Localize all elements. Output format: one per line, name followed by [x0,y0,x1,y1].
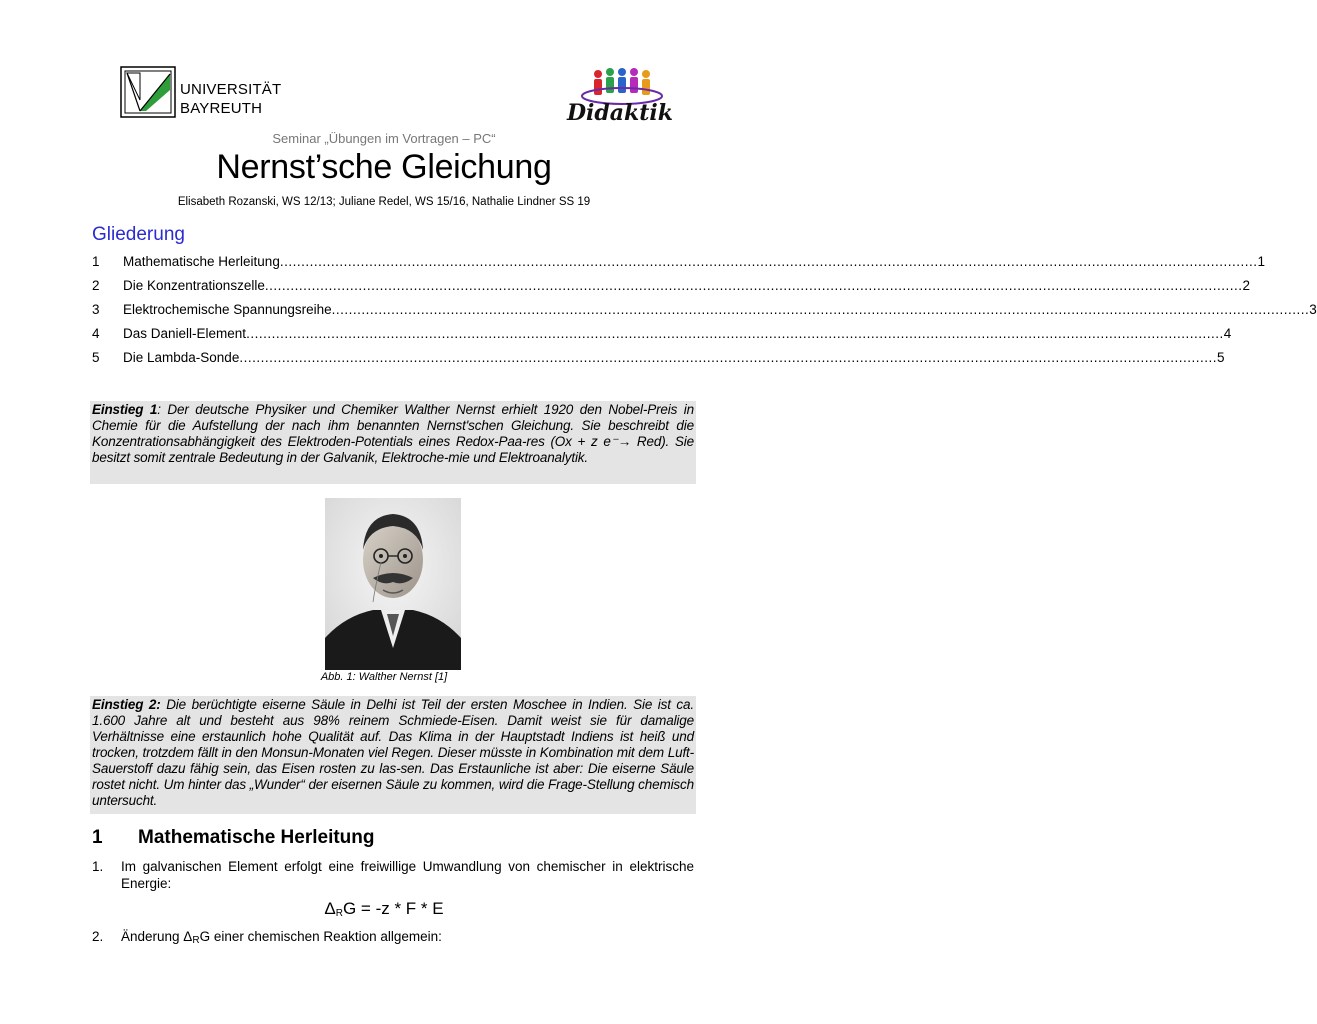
section-heading [92,827,375,849]
figure-caption: Abb. 1: Walther Nernst [1] [320,671,448,683]
toc-entry-title: Elektrochemische Spannungsreihe [123,302,332,317]
toc-entry[interactable] [92,254,1266,278]
svg-text:Didaktik: Didaktik [566,100,674,126]
toc-entry[interactable] [92,350,1225,374]
toc-entry[interactable] [92,278,1251,302]
toc-entry-title: Die Konzentrationszelle [123,278,265,293]
toc-heading: Gliederung [92,224,185,245]
formula-subscript: R [335,908,343,919]
university-name [180,80,281,118]
einstieg-2-label: Einstieg 2: [92,697,161,712]
toc-entry-title: Die Lambda-Sonde [123,350,240,365]
list-item [92,928,694,949]
university-name-line1: UNIVERSITÄT [180,81,282,98]
toc-entry-number: 2 [92,278,100,293]
toc-entry-number: 4 [92,326,100,341]
formula-delta: Δ [324,899,336,918]
toc-entry[interactable] [92,326,1232,350]
list-item-text: Im galvanischen Element erfolgt eine freiwillige Umwandlung von chemischer in elektrische Energie: [121,859,694,891]
toc-entry-number: 1 [92,254,100,269]
toc-entry-page: 4 [1223,326,1232,341]
toc-leader-dots [239,350,1217,365]
einstieg-1-label: Einstieg 1 [92,402,158,417]
formula-rest: G = -z * F * E [342,899,444,918]
list-item-text-sub: R [192,935,200,946]
list-item-number: 2. [92,929,104,944]
seminar-subtitle: Seminar „Übungen im Vortragen – PC“ [272,131,496,146]
einstieg-1-box [90,401,696,484]
toc-entry-number: 3 [92,302,100,317]
section-number: 1 [92,827,103,848]
list-item-text [121,928,694,949]
toc-entry-page: 5 [1217,350,1225,365]
didaktik-logo [566,64,674,126]
walther-nernst-portrait [325,498,461,670]
toc-entry-page: 3 [1309,302,1317,317]
toc-leader-dots [332,302,1310,317]
einstieg-2-text: Die berüchtigte eiserne Säule in Delhi ist Teil der ersten Moschee in Indien. Sie ist ca. 1.600 Jahre alt und besteht aus 98% reinem Schmiede-Eisen. Damit weist sie für damalige Verhältnisse eine erstaunlich hohe Qualität auf. Das Klima in der Hauptstadt Indiens ist heiß und trocken, trotzdem fällt in den Monsun-Monaten viel Regen. Dieser müsste in Kombination mit dem Luft-Sauerstoff dazu fähig sein, das Eisen rosten zu las-sen. Das Erstaunliche ist aber: Die eiserne Säule rostet nicht. Um hinter das „Wunder“ der eisernen Säule zu kommen, wird die Frage-Stellung chemisch untersucht. [92,697,694,808]
list-item-text-post: G einer chemischen Reaktion allgemein: [199,929,442,944]
gibbs-formula [0,899,768,919]
table-of-contents [92,254,1317,374]
toc-leader-dots [246,326,1224,341]
university-name-line2: BAYREUTH [180,100,263,117]
einstieg-2-box [90,696,696,814]
document-title: Nernst’sche Gleichung [216,148,552,186]
toc-entry-number: 5 [92,350,100,365]
authors-line: Elisabeth Rozanski, WS 12/13; Juliane Redel, WS 15/16, Nathalie Lindner SS 19 [177,196,591,208]
list-item-text-pre: Änderung Δ [121,929,193,944]
list-item-number: 1. [92,859,104,874]
toc-entry-title: Das Daniell-Element [123,326,247,341]
toc-entry-page: 1 [1257,254,1266,269]
toc-entry[interactable] [92,302,1317,326]
toc-entry-page: 2 [1242,278,1251,293]
toc-leader-dots [265,278,1243,293]
section-title: Mathematische Herleitung [138,827,375,848]
einstieg-1-text: : Der deutsche Physiker und Chemiker Walther Nernst erhielt 1920 den Nobel-Preis in Chemie für die Aufstellung der nach ihm benannten Nernst'schen Gleichung. Sie beschreibt die Konzentrationsabhängigkeit des Elektroden-Potentials eines Redox-Paa-res (Ox + z e⁻→ Red). Sie besitzt somit zentrale Bedeutung in der Galvanik, Elektroche-mie und Elektroanalytik. [92,402,694,465]
toc-entry-title: Mathematische Herleitung [123,254,280,269]
toc-leader-dots [280,254,1258,269]
list-item [92,858,694,892]
university-bayreuth-logo [120,66,176,118]
